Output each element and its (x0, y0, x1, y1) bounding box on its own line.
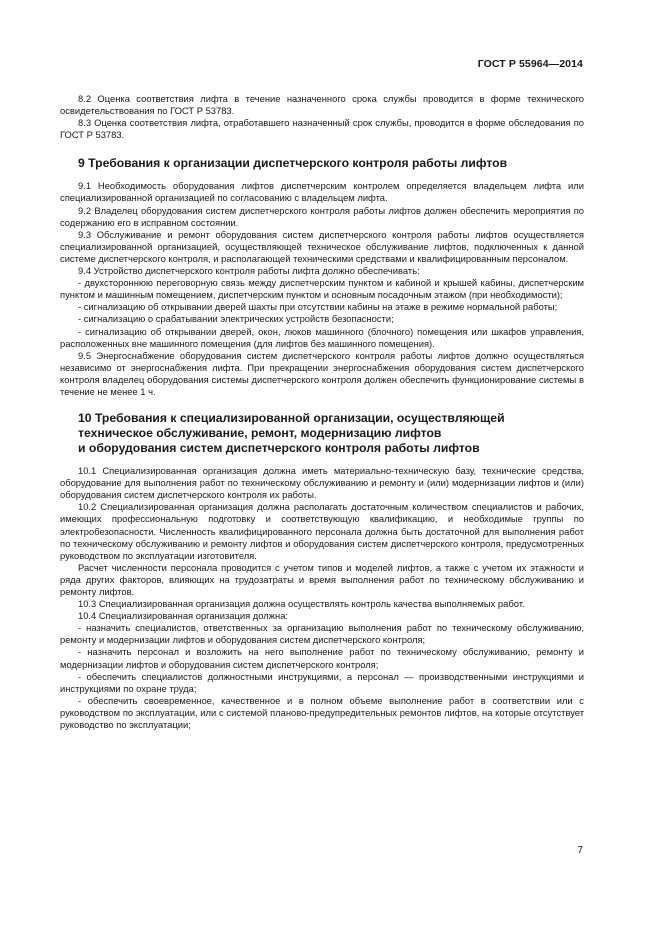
page-number: 7 (577, 845, 583, 856)
paragraph-9-1: 9.1 Необходимость оборудования лифтов диспетчерским контролем определяется владельцем лифта или специализированной организацией по согласованию с владельцем лифта. (60, 180, 584, 204)
paragraph-8-3: 8.3 Оценка соответствия лифта, отработавшего назначенный срок службы, проводится в форме обследования по ГОСТ Р 53783. (60, 117, 584, 141)
page-content (60, 93, 584, 731)
list-item: - обеспечить своевременное, качественное и в полном объеме выполнение работ в соответствии или с руководством по эксплуатации, или с системой планово-предупредительных ремонтов лифтов, на которые отсутствует руководство по эксплуатации; (60, 694, 584, 731)
section-10-heading-line: техническое обслуживание, ремонт, модернизацию лифтов (78, 426, 442, 441)
paragraph-9-4: 9.4 Устройство диспетчерского контроля работы лифта должно обеспечивать: (78, 265, 420, 277)
document-code: ГОСТ Р 55964—2014 (477, 58, 583, 70)
section-10-heading-line: 10 Требования к специализированной организации, осуществляющей (78, 411, 505, 426)
paragraph-8-2: 8.2 Оценка соответствия лифта в течение назначенного срока службы проводится в форме технического освидетельствования по ГОСТ Р 53783. (60, 93, 584, 117)
section-10-heading (60, 411, 584, 456)
list-item: - сигнализацию об открывании дверей, окон, люков машинного (блочного) помещения или шкафов управления, расположенных вне машинного помещения (для лифтов без машинного помещения). (60, 325, 584, 349)
paragraph-10-2: 10.2 Специализированная организация должна располагать достаточным количеством специалистов и рабочих, имеющих профессиональную подготовку и соответствующую квалификацию, и необходимые группы по электробезопасности. Численность квалифицированного персонала должна быть достаточной для выполнения работ по техническому обслуживанию и ремонту лифтов и оборудования систем диспетчерского контроля, предусмотренных руководством по эксплуатации изготовителя. (60, 501, 584, 561)
list-item: - назначить персонал и возложить на него выполнение работ по техническому обслуживанию, ремонту и модернизации лифтов и оборудования систем диспетчерского контроля; (60, 646, 584, 670)
section-9-heading: 9 Требования к организации диспетчерского контроля работы лифтов (78, 156, 508, 171)
list-item: - назначить специалистов, ответственных за организацию выполнения работ по техническому обслуживанию, ремонту и модернизации лифтов и оборудования систем диспетчерского контроля; (60, 622, 584, 646)
paragraph-10-2-calc: Расчет численности персонала проводится с учетом типов и моделей лифтов, а также с учетом их этажности и ряда других факторов, влияющих на трудозатраты и время выполнения работ по техническому обслуживанию и ремонту лифтов. (60, 561, 584, 597)
paragraph-9-5: 9.5 Энергоснабжение оборудования систем диспетчерского контроля работы лифтов должно осуществляться независимо от энергоснабжения лифта. При прекращении энергоснабжения оборудования систем диспетчерского контроля владелец оборудования системы диспетчерского контроля должен обеспечить функционирование системы в течение не менее 1 ч. (60, 349, 584, 397)
paragraph-10-4: 10.4 Специализированная организация должна: (78, 610, 289, 622)
paragraph-10-3: 10.3 Специализированная организация должна осуществлять контроль качества выполняемых работ. (78, 598, 525, 610)
list-item: - сигнализацию об открывании дверей шахты при отсутствии кабины на этаже в режиме нормальной работы; (78, 301, 558, 313)
list-item: - двухстороннюю переговорную связь между диспетчерским пунктом и кабиной и крышей кабины, диспетчерским пунктом и машинным помещением, диспетчерским пунктом и основным посадочным этажом (при необходимости); (60, 277, 584, 301)
section-10-heading-line: и оборудования систем диспетчерского контроля работы лифтов (78, 441, 480, 456)
list-item: - сигнализацию о срабатывании электрических устройств безопасности; (78, 313, 394, 325)
list-item: - обеспечить специалистов должностными инструкциями, а персонал — производственными инструкциями и инструкциями по охране труда; (60, 670, 584, 694)
paragraph-9-2: 9.2 Владелец оборудования систем диспетчерского контроля работы лифтов должен обеспечить мероприятия по содержанию его в исправном состоянии. (60, 204, 584, 228)
paragraph-10-1: 10.1 Специализированная организация должна иметь материально-техническую базу, технические средства, оборудование для выполнения работ по техническому обслуживанию и ремонту и (или) модернизации лифтов и (или) оборудования систем диспетчерского контроля их работы. (60, 465, 584, 501)
paragraph-9-3: 9.3 Обслуживание и ремонт оборудования систем диспетчерского контроля работы лифтов осуществляется специализированной организацией, осуществляющей техническое обслуживание лифтов, подключенных к данной системе диспетчерского контроля, и располагающей техническими средствами и квалифицированным персоналом. (60, 228, 584, 264)
